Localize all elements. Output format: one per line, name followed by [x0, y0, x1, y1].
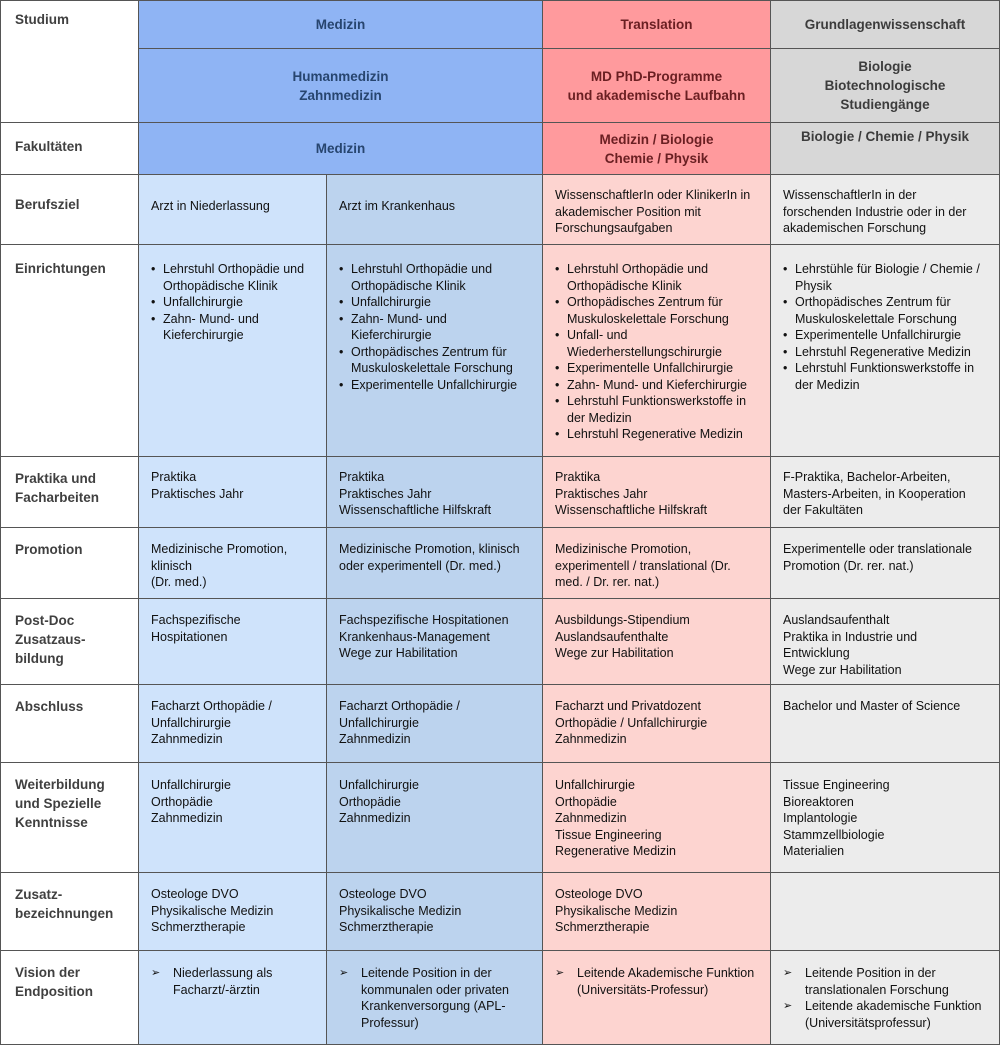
arrow-list — [783, 965, 987, 1031]
cell-text-line: Wege zur Habilitation — [555, 646, 674, 660]
cell-text-line: Facharzt Orthopädie / Unfallchirurgie — [151, 699, 272, 730]
cell-text-line: Stammzellbiologie — [783, 827, 885, 842]
header-row-studiengaenge — [1, 49, 1000, 123]
cell-text-line: Praktika in Industrie und Entwicklung — [783, 629, 918, 660]
row-label-line: und Spezielle — [15, 796, 102, 811]
row-einrichtungen — [1, 245, 1000, 457]
arrow-list — [339, 965, 530, 1031]
cell-medizin-niederlassung — [139, 951, 327, 1045]
cell-grundlagen — [771, 245, 1000, 457]
row-label — [1, 457, 139, 528]
cell-translation — [543, 599, 771, 685]
cell-text-line: Zahnmedizin — [151, 811, 223, 825]
cell-text-line: Fachspezifische Hospitationen — [339, 613, 509, 627]
row-label-line: bezeichnungen — [15, 906, 114, 921]
cell-text-line: Physikalische Medizin — [339, 903, 462, 918]
list-item: ➢ Niederlassung als Facharzt/-ärztin — [151, 965, 314, 998]
cell-text-line: Arzt in Niederlassung — [151, 199, 270, 213]
cell-grundlagen — [771, 175, 1000, 245]
cell-text-line: Physikalische Medizin — [555, 903, 678, 918]
cell-medizin-niederlassung — [139, 873, 327, 951]
row-label-line: Post-Doc — [15, 613, 75, 628]
row-label-line: Berufsziel — [15, 197, 80, 212]
list-item: • Zahn- Mund- und Kieferchirurgie — [555, 377, 758, 394]
cell-text-line: Medizinische Promotion, klinisch — [151, 542, 288, 573]
cell-medizin-krankenhaus — [327, 457, 543, 528]
cell-text-line: Ausbildungs-Stipendium — [555, 613, 690, 627]
cell-medizin-krankenhaus — [327, 951, 543, 1045]
cell-grundlagen — [771, 599, 1000, 685]
list-item: • Experimentelle Unfallchirurgie — [783, 327, 987, 344]
list-item: • Lehrstuhl Funktionswerkstoffe in der Medizin — [783, 360, 987, 393]
medizin-title: Medizin — [139, 1, 543, 49]
cell-text-line: WissenschaftlerIn in der forschenden Industrie oder in der akademischen Forschung — [783, 188, 967, 235]
cell-medizin-krankenhaus — [327, 763, 543, 873]
row-label — [1, 873, 139, 951]
header-row-fakultaeten — [1, 123, 1000, 175]
cell-text-line: Auslandsaufenthalte — [555, 629, 669, 644]
cell-text-line: Regenerative Medizin — [555, 844, 676, 858]
row-label — [1, 175, 139, 245]
cell-medizin-niederlassung — [139, 685, 327, 763]
cell-text-line: Zahnmedizin — [339, 732, 411, 746]
list-item: • Lehrstuhl Funktionswerkstoffe in der Medizin — [555, 393, 758, 426]
bullet-list — [339, 261, 530, 393]
cell-text-line: Praktika — [339, 470, 385, 484]
row-label-line: Weiterbildung — [15, 777, 105, 792]
cell-text-line: Wege zur Habilitation — [339, 646, 458, 660]
cell-text-line: Zahnmedizin — [151, 732, 223, 746]
cell-text-line: Zahnmedizin — [339, 811, 411, 825]
cell-text-line: Facharzt und Privatdozent — [555, 699, 701, 713]
row-praktika — [1, 457, 1000, 528]
cell-text-line: Praktika — [151, 470, 197, 484]
list-item: • Lehrstuhl Regenerative Medizin — [555, 426, 758, 443]
studium-label: Studium — [1, 1, 139, 123]
cell-text-line: Physikalische Medizin — [151, 903, 274, 918]
cell-text-line: Unfallchirurgie — [339, 778, 419, 792]
cell-medizin-niederlassung — [139, 457, 327, 528]
cell-text-line: Orthopädie / Unfallchirurgie — [555, 715, 708, 730]
cell-medizin-niederlassung — [139, 528, 327, 599]
cell-text-line: Implantologie — [783, 811, 858, 825]
cell-text-line: Praktisches Jahr — [151, 486, 244, 501]
cell-translation — [543, 528, 771, 599]
cell-medizin-krankenhaus — [327, 245, 543, 457]
cell-grundlagen — [771, 763, 1000, 873]
cell-text-line: Materialien — [783, 844, 845, 858]
header-row-studium — [1, 1, 1000, 49]
cell-grundlagen — [771, 951, 1000, 1045]
cell-medizin-niederlassung — [139, 175, 327, 245]
row-label — [1, 951, 139, 1045]
row-label-line: Promotion — [15, 542, 83, 557]
cell-text-line: WissenschaftlerIn oder KlinikerIn in akademischer Position mit Forschungsaufgaben — [555, 188, 751, 235]
row-label-line: Einrichtungen — [15, 261, 106, 276]
row-vision — [1, 951, 1000, 1045]
cell-text-line: Experimentelle oder translationale Promotion (Dr. rer. nat.) — [783, 542, 972, 573]
list-item: ➢ Leitende akademische Funktion (Universitätsprofessur) — [783, 998, 987, 1031]
list-item: • Unfall- und Wiederherstellungschirurgie — [555, 327, 758, 360]
row-label-line: Zusatz- — [15, 887, 63, 902]
cell-text-line: Unfallchirurgie — [151, 778, 231, 792]
cell-translation — [543, 951, 771, 1045]
cell-text-line: F-Praktika, Bachelor-Arbeiten, Masters-Arbeiten, in Kooperation der Fakultäten — [783, 470, 966, 517]
row-label-line: Praktika und — [15, 471, 97, 486]
row-label — [1, 528, 139, 599]
cell-medizin-niederlassung — [139, 245, 327, 457]
list-item: • Zahn- Mund- und Kieferchirurgie — [151, 311, 314, 344]
list-item: • Lehrstuhl Orthopädie und Orthopädische Klinik — [339, 261, 530, 294]
arrow-list — [555, 965, 758, 998]
cell-text-line: Fachspezifische Hospitationen — [151, 613, 241, 644]
translation-title: Translation — [543, 1, 771, 49]
cell-text-line: Medizinische Promotion, klinisch oder experimentell (Dr. med.) — [339, 542, 520, 573]
cell-medizin-niederlassung — [139, 599, 327, 685]
cell-text-line: Osteologe DVO — [555, 887, 643, 901]
cell-grundlagen — [771, 685, 1000, 763]
cell-text-line: Zahnmedizin — [555, 811, 627, 825]
fakultaeten-label: Fakultäten — [1, 123, 139, 175]
cell-medizin-niederlassung — [139, 763, 327, 873]
cell-text-line: Medizinische Promotion, experimentell / translational (Dr. med. / Dr. rer. nat.) — [555, 542, 731, 589]
translation-subtitle: MD PhD-Programme und akademische Laufbahn — [543, 49, 771, 123]
row-label-line: Abschluss — [15, 699, 84, 714]
list-item: • Orthopädisches Zentrum für Muskuloskelettale Forschung — [555, 294, 758, 327]
list-item: • Orthopädisches Zentrum für Muskuloskelettale Forschung — [339, 344, 530, 377]
row-label — [1, 599, 139, 685]
medizin-subtitle: Humanmedizin Zahnmedizin — [139, 49, 543, 123]
cell-text-line: Schmerztherapie — [151, 920, 246, 934]
bullet-list — [783, 261, 987, 393]
cell-medizin-krankenhaus — [327, 599, 543, 685]
cell-text-line: Orthopädie — [151, 794, 213, 809]
list-item: • Unfallchirurgie — [151, 294, 314, 311]
list-item: • Experimentelle Unfallchirurgie — [555, 360, 758, 377]
cell-text-line: Krankenhaus-Management — [339, 629, 490, 644]
list-item: ➢ Leitende Position in der kommunalen oder privaten Krankenversorgung (APL-Professur) — [339, 965, 530, 1031]
cell-grundlagen — [771, 873, 1000, 951]
list-item: • Experimentelle Unfallchirurgie — [339, 377, 530, 394]
cell-translation — [543, 685, 771, 763]
cell-grundlagen — [771, 528, 1000, 599]
cell-text-line: Arzt im Krankenhaus — [339, 199, 456, 213]
cell-medizin-krankenhaus — [327, 873, 543, 951]
list-item: • Orthopädisches Zentrum für Muskuloskelettale Forschung — [783, 294, 987, 327]
row-abschluss — [1, 685, 1000, 763]
row-berufsziel — [1, 175, 1000, 245]
cell-translation — [543, 873, 771, 951]
bullet-list — [151, 261, 314, 344]
cell-text-line: Tissue Engineering — [783, 778, 890, 792]
cell-text-line: Orthopädie — [555, 794, 617, 809]
cell-text-line: Praktisches Jahr — [339, 486, 432, 501]
list-item: • Zahn- Mund- und Kieferchirurgie — [339, 311, 530, 344]
medizin-faculty: Medizin — [139, 123, 543, 175]
cell-text-line: Bachelor und Master of Science — [783, 699, 961, 713]
cell-text-line: Zahnmedizin — [555, 732, 627, 746]
list-item: ➢ Leitende Akademische Funktion (Universitäts-Professur) — [555, 965, 758, 998]
row-promotion — [1, 528, 1000, 599]
row-label-line: Facharbeiten — [15, 490, 100, 505]
cell-grundlagen — [771, 457, 1000, 528]
cell-text-line: Wege zur Habilitation — [783, 662, 902, 677]
list-item: • Lehrstühle für Biologie / Chemie / Physik — [783, 261, 987, 294]
row-label-line: bildung — [15, 651, 64, 666]
cell-text-line: Schmerztherapie — [555, 920, 650, 934]
cell-text-line: Wissenschaftliche Hilfskraft — [339, 503, 492, 517]
cell-translation — [543, 245, 771, 457]
list-item: • Lehrstuhl Orthopädie und Orthopädische Klinik — [151, 261, 314, 294]
row-label — [1, 685, 139, 763]
row-label-line: Kenntnisse — [15, 815, 88, 830]
cell-translation — [543, 763, 771, 873]
cell-medizin-krankenhaus — [327, 175, 543, 245]
cell-text-line: Facharzt Orthopädie / Unfallchirurgie — [339, 699, 460, 730]
cell-text-line: Tissue Engineering — [555, 827, 662, 842]
row-label — [1, 763, 139, 873]
grundlagen-subtitle: Biologie Biotechnologische Studiengänge — [771, 49, 1000, 123]
row-label-line: Vision der — [15, 965, 81, 980]
cell-translation — [543, 175, 771, 245]
cell-text-line: Osteologe DVO — [339, 887, 427, 901]
cell-text-line: Bioreaktoren — [783, 794, 854, 809]
row-postdoc — [1, 599, 1000, 685]
cell-text-line: Osteologe DVO — [151, 887, 239, 901]
grundlagen-faculty: Biologie / Chemie / Physik — [771, 123, 1000, 175]
cell-text-line: Praktika — [555, 470, 601, 484]
row-zusatz — [1, 873, 1000, 951]
cell-text-line: Orthopädie — [339, 794, 401, 809]
cell-medizin-krankenhaus — [327, 685, 543, 763]
cell-translation — [543, 457, 771, 528]
row-label-line: Endposition — [15, 984, 93, 999]
translation-faculty: Medizin / Biologie Chemie / Physik — [543, 123, 771, 175]
cell-text-line: Unfallchirurgie — [555, 778, 635, 792]
row-weiterbildung — [1, 763, 1000, 873]
list-item: ➢ Leitende Position in der translationalen Forschung — [783, 965, 987, 998]
bullet-list — [555, 261, 758, 443]
cell-text-line: Praktisches Jahr — [555, 486, 648, 501]
list-item: • Lehrstuhl Regenerative Medizin — [783, 344, 987, 361]
cell-text-line: Auslandsaufenthalt — [783, 613, 890, 627]
cell-medizin-krankenhaus — [327, 528, 543, 599]
row-label — [1, 245, 139, 457]
row-label-line: Zusatzaus- — [15, 632, 86, 647]
cell-text-line: (Dr. med.) — [151, 575, 207, 589]
list-item: • Lehrstuhl Orthopädie und Orthopädische Klinik — [555, 261, 758, 294]
cell-text-line: Wissenschaftliche Hilfskraft — [555, 503, 708, 517]
grundlagen-title: Grundlagenwissenschaft — [771, 1, 1000, 49]
cell-text-line: Schmerztherapie — [339, 920, 434, 934]
list-item: • Unfallchirurgie — [339, 294, 530, 311]
arrow-list — [151, 965, 314, 998]
